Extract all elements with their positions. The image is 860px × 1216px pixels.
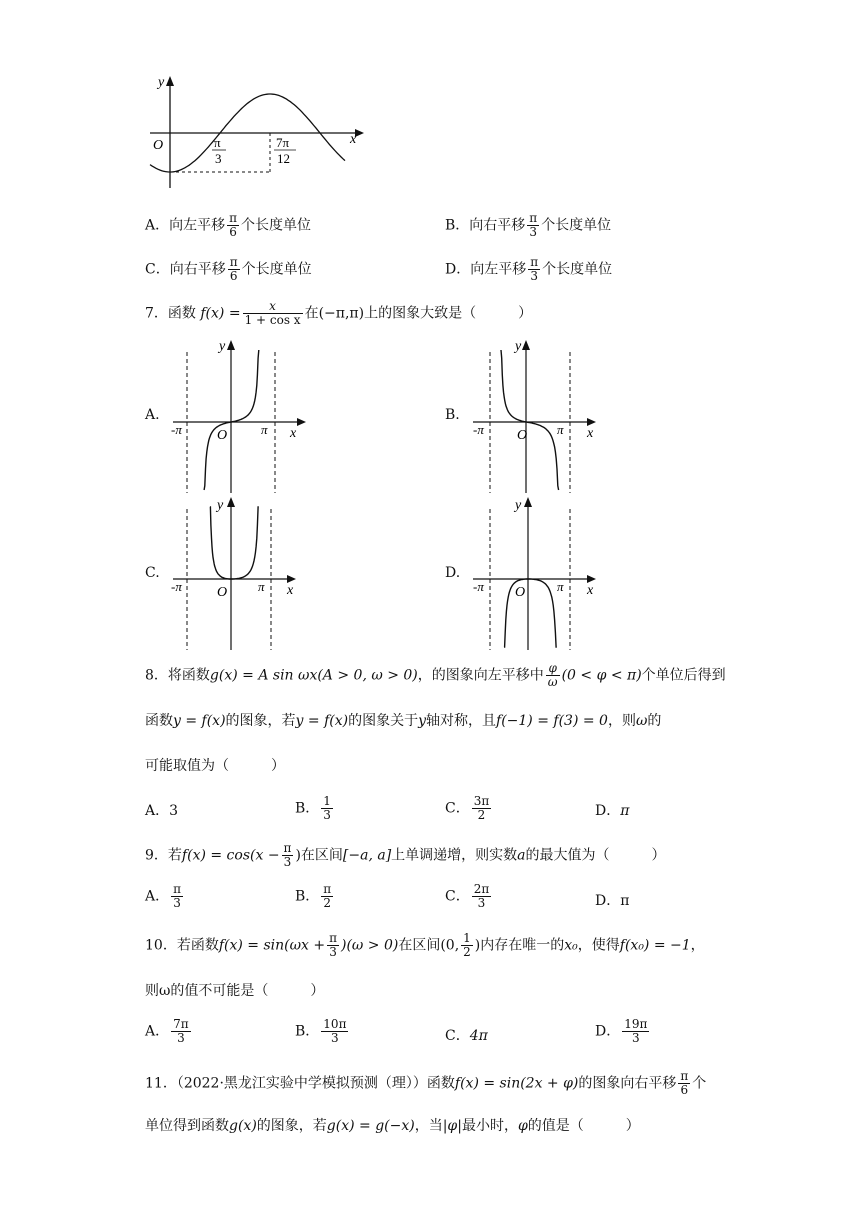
q7-option-d-letter[interactable]: D. — [445, 565, 461, 581]
svg-text:y: y — [515, 498, 522, 513]
svg-text:π: π — [557, 579, 564, 594]
q7-option-b-letter[interactable]: B. — [445, 407, 460, 423]
q9-option-c[interactable]: C． $\frac{2\pi}{3}$ — [445, 882, 490, 910]
q8-stem-line2: 函数y = f(x)的图象，若y = f(x)的图象关于y轴对称，且f(−1) = f(3) = 0，则ω的 — [145, 713, 662, 729]
q10-stem-line2: 则ω的值不可能是（ ） — [145, 983, 325, 999]
tick-pi-3-den: 3 — [215, 151, 222, 166]
q8-option-a[interactable]: A．3 — [145, 803, 179, 819]
svg-text:O: O — [217, 585, 228, 600]
q6-option-c[interactable]: C．向右平移 $\frac{\pi}{6}$ 个长度单位 — [145, 255, 312, 283]
q8-stem-line3: 可能取值为（ ） — [145, 758, 285, 774]
x-axis-label: x — [350, 132, 357, 147]
q8-option-c[interactable]: C． $\frac{3\pi}{2}$ — [445, 794, 490, 822]
q7-option-a-letter[interactable]: A. — [145, 407, 160, 423]
q7-graph-c[interactable] — [165, 495, 315, 650]
tick-7pi-12-num: 7π — [276, 135, 290, 150]
q7-graph-b[interactable] — [465, 338, 615, 493]
q10-stem-line1: 10．若函数f(x) = sin(ωx + $\frac{\pi}{3}$ )(ω > 0)在区间(0, $\frac{1}{2}$ )内存在唯一的x₀，使得f(x₀) = −1， — [145, 931, 705, 959]
q10-option-a[interactable]: A． $\frac{7\pi}{3}$ — [145, 1017, 189, 1045]
q10-option-d[interactable]: D． $\frac{19\pi}{3}$ — [595, 1017, 648, 1045]
q6-graph — [140, 70, 370, 195]
svg-text:π: π — [261, 422, 268, 437]
svg-text:x: x — [287, 583, 294, 598]
q6-option-a[interactable]: A．向左平移 $\frac{\pi}{6}$ 个长度单位 — [145, 211, 312, 239]
tick-pi-3-num: π — [214, 135, 221, 150]
svg-text:y: y — [515, 339, 522, 354]
svg-text:x: x — [587, 583, 594, 598]
q7-graph-d[interactable] — [465, 495, 615, 650]
q11-stem-line2: 单位得到函数g(x)的图象，若g(x) = g(−x)，当|φ|最小时，φ的值是（ ） — [145, 1118, 640, 1134]
svg-text:O: O — [515, 585, 526, 600]
q6-option-d[interactable]: D．向左平移 $\frac{\pi}{3}$ 个长度单位 — [445, 255, 613, 283]
svg-text:y: y — [219, 339, 226, 354]
tick-7pi-12-den: 12 — [277, 151, 290, 166]
q10-option-b[interactable]: B． $\frac{10\pi}{3}$ — [295, 1017, 347, 1045]
q9-option-a[interactable]: A． $\frac{\pi}{3}$ — [145, 882, 182, 910]
svg-text:O: O — [517, 428, 528, 443]
fraction: $\frac{\pi}{3}$ — [529, 211, 538, 239]
q7-stem: 7．函数 f(x) = $\frac{x}{\text{1 + cos x}}$ 在(−π,π)上的图象大致是（ ） — [145, 299, 533, 327]
svg-text:y: y — [217, 498, 224, 513]
svg-text:x: x — [290, 426, 297, 441]
q11-stem-line1: 11．（2022·黑龙江实验中学模拟预测（理））函数f(x) = sin(2x + φ)的图象向右平移 $\frac{\pi}{6}$ 个 — [145, 1069, 707, 1097]
svg-text:O: O — [217, 428, 228, 443]
q7-graph-a[interactable] — [165, 338, 315, 493]
q9-option-b[interactable]: B． $\frac{\pi}{2}$ — [295, 882, 332, 910]
q8-stem-line1: 8．将函数g(x) = A sin ωx(A > 0, ω > 0)，的图象向左平移中 $\frac{\varphi}{\omega}$ (0 < φ < π)个单位后得到 — [145, 661, 726, 689]
svg-text:π: π — [557, 422, 564, 437]
svg-text:-π: -π — [171, 422, 182, 437]
fraction: $\frac{\pi}{6}$ — [229, 255, 238, 283]
q7-option-c-letter[interactable]: C. — [145, 565, 160, 581]
q6-option-b[interactable]: B．向右平移 $\frac{\pi}{3}$ 个长度单位 — [445, 211, 612, 239]
y-axis-label: y — [158, 75, 165, 90]
option-letter: A． — [145, 217, 170, 234]
fraction: $\frac{\pi}{6}$ — [229, 211, 238, 239]
origin-label: O — [153, 138, 164, 153]
svg-text:π: π — [258, 579, 265, 594]
svg-text:-π: -π — [473, 579, 484, 594]
svg-text:x: x — [587, 426, 594, 441]
svg-text:-π: -π — [473, 422, 484, 437]
q10-option-c[interactable]: C．4π — [445, 1028, 488, 1044]
svg-text:-π: -π — [171, 579, 182, 594]
q8-option-d[interactable]: D．π — [595, 803, 630, 819]
fraction: $\frac{\pi}{3}$ — [530, 255, 539, 283]
q9-stem: 9．若f(x) = cos(x − $\frac{\pi}{3}$ )在区间[−a, a]上单调递增，则实数a的最大值为（ ） — [145, 841, 666, 869]
q9-option-d[interactable]: D．π — [595, 893, 630, 909]
q8-option-b[interactable]: B． $\frac{1}{3}$ — [295, 794, 331, 822]
